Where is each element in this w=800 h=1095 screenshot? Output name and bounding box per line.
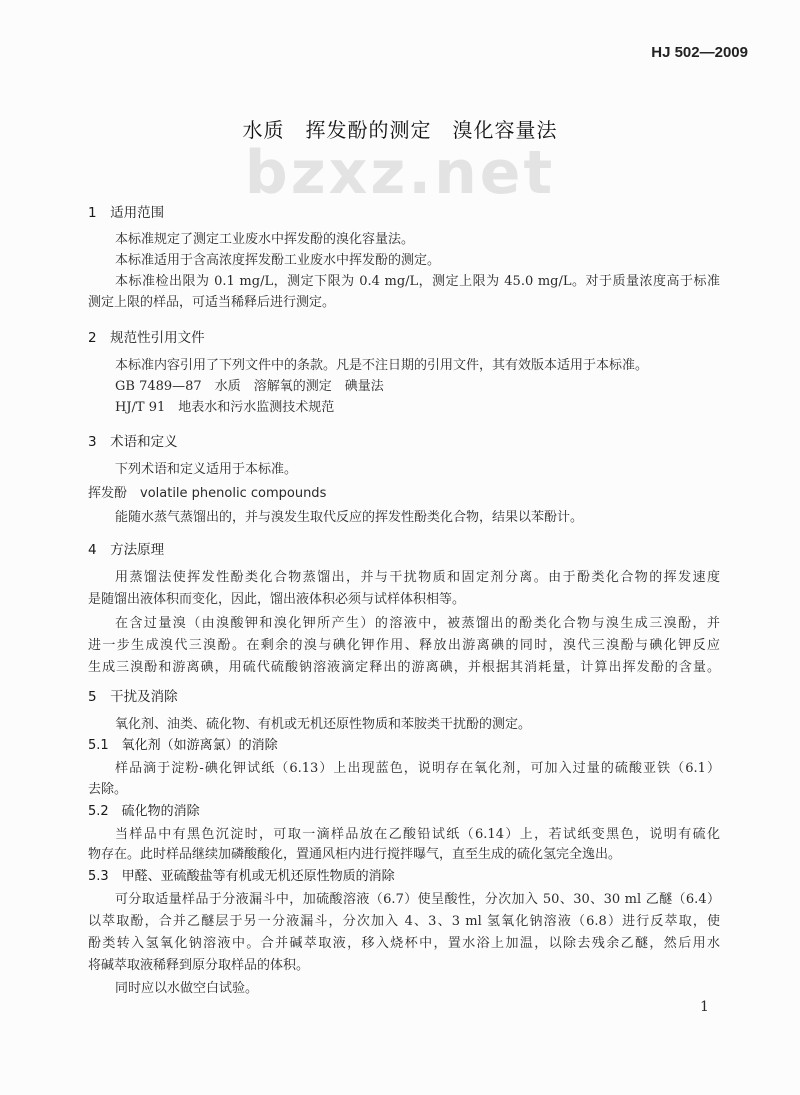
body-text-line: 将碱萃取液稀释到原分取样品的体积。 xyxy=(88,958,310,973)
body-text-line: 酚类转入氢氧化钠溶液中。合并碱萃取液，移入烧杯中，置水浴上加温，以除去残余乙醚，然后用水 xyxy=(88,936,720,951)
body-text-line: 本标准适用于含高浓度挥发酚工业废水中挥发酚的测定。 xyxy=(115,253,441,268)
body-text-line: 在含过量溴（由溴酸钾和溴化钾所产生）的溶液中，被蒸馏出的酚类化合物与溴生成三溴酚，并 xyxy=(115,616,720,631)
section-heading: 3 术语和定义 xyxy=(88,434,178,450)
section-heading: 1 适用范围 xyxy=(88,205,165,221)
body-text-line: 本标准检出限为 0.1 mg/L，测定下限为 0.4 mg/L，测定上限为 45.0 mg/L。对于质量浓度高于标准 xyxy=(115,274,720,289)
body-text-line: 是随馏出液体积而变化，因此，馏出液体积必须与试样体积相等。 xyxy=(88,592,466,607)
subsection-heading: 5.3 甲醛、亚硫酸盐等有机或无机还原性物质的消除 xyxy=(88,869,395,884)
body-text-line: 能随水蒸气蒸馏出的，并与溴发生取代反应的挥发性酚类化合物，结果以苯酚计。 xyxy=(115,510,584,525)
section-heading: 4 方法原理 xyxy=(88,542,165,558)
subsection-heading: 5.1 氧化剂（如游离氯）的消除 xyxy=(88,738,278,753)
body-text-line: HJ/T 91 地表水和污水监测技术规范 xyxy=(115,400,335,415)
body-text-line: 样品滴于淀粉-碘化钾试纸（6.13）上出现蓝色，说明存在氧化剂，可加入过量的硫酸亚铁（6.1） xyxy=(115,761,720,776)
body-text-line: 测定上限的样品，可适当稀释后进行测定。 xyxy=(88,295,336,310)
body-text-line: 同时应以水做空白试验。 xyxy=(115,981,259,996)
body-text-line: 去除。 xyxy=(88,782,128,797)
page-number: 1 xyxy=(700,999,709,1015)
section-heading: 2 规范性引用文件 xyxy=(88,330,205,346)
document-title: 水质 挥发酚的测定 溴化容量法 xyxy=(242,118,558,142)
body-text-line: 以萃取酚，合并乙醚层于另一分液漏斗，分次加入 4、3、3 ml 氢氧化钠溶液（6.8）进行反萃取，使 xyxy=(88,914,720,929)
subsection-heading: 5.2 硫化物的消除 xyxy=(88,804,200,819)
body-text-line: 可分取适量样品于分液漏斗中，加硫酸溶液（6.7）使呈酸性，分次加入 50、30、30 ml 乙醚（6.4） xyxy=(115,892,720,907)
body-text-line: 氧化剂、油类、硫化物、有机或无机还原性物质和苯胺类干扰酚的测定。 xyxy=(115,717,532,732)
body-text-line: 生成三溴酚和游离碘，用硫代硫酸钠溶液滴定释出的游离碘，并根据其消耗量，计算出挥发酚的含量。 xyxy=(88,660,720,675)
body-text-line: 当样品中有黑色沉淀时，可取一滴样品放在乙酸铅试纸（6.14）上，若试纸变黑色，说明有硫化 xyxy=(115,827,720,842)
watermark: bzxz.net xyxy=(244,138,556,208)
body-text-line: 进一步生成溴代三溴酚。在剩余的溴与碘化钾作用、释放出游离碘的同时，溴代三溴酚与碘化钾反应 xyxy=(88,638,720,653)
body-text-line: 本标准规定了测定工业废水中挥发酚的溴化容量法。 xyxy=(115,232,415,247)
body-text-line: 下列术语和定义适用于本标准。 xyxy=(115,462,298,477)
body-text-line: 本标准内容引用了下列文件中的条款。凡是不注日期的引用文件，其有效版本适用于本标准。 xyxy=(115,358,649,373)
body-text-line: GB 7489—87 水质 溶解氧的测定 碘量法 xyxy=(115,379,384,394)
body-text-line: 用蒸馏法使挥发性酚类化合物蒸馏出，并与干扰物质和固定剂分离。由于酚类化合物的挥发速度 xyxy=(115,570,720,585)
section-heading: 5 干扰及消除 xyxy=(88,689,178,705)
body-text-line: 物存在。此时样品继续加磷酸酸化，置通风柜内进行搅拌曝气，直至生成的硫化氢完全逸出。 xyxy=(88,847,622,862)
term-definition: 挥发酚 volatile phenolic compounds xyxy=(88,486,327,501)
standard-number: HJ 502—2009 xyxy=(651,44,748,61)
